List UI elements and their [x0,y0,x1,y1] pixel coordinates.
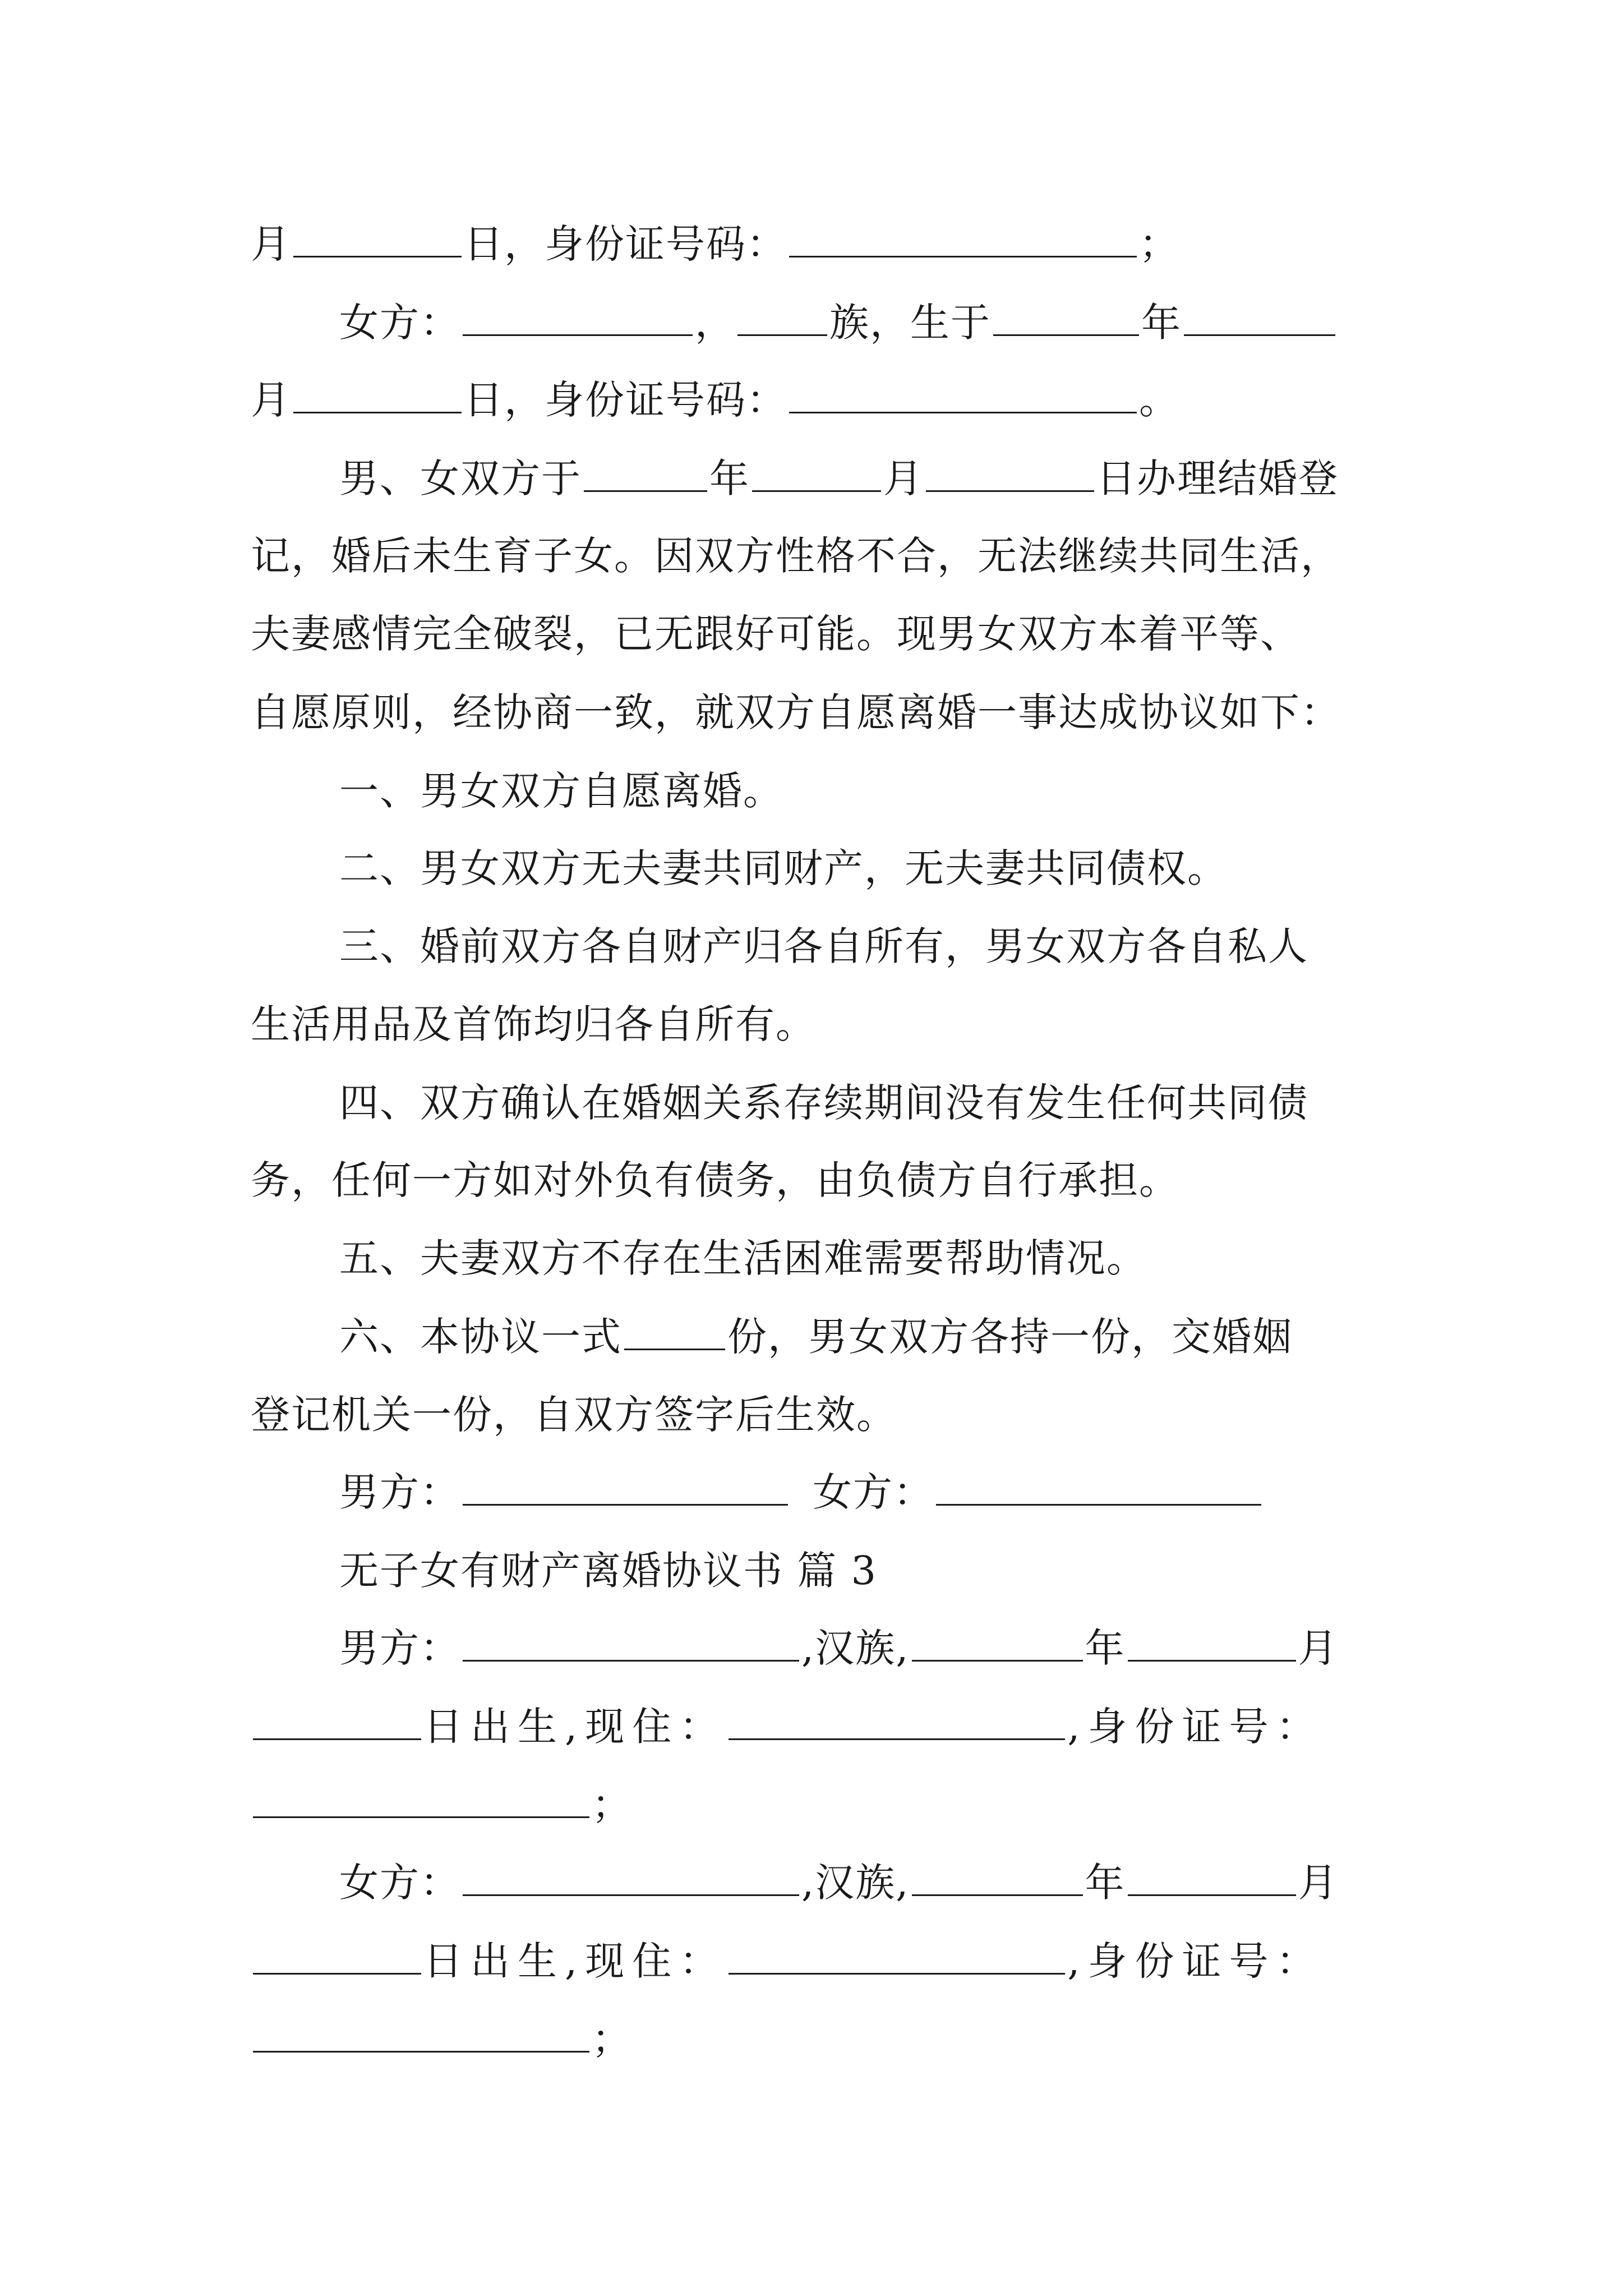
text-segment: 月 [1298,1860,1339,1906]
fill-in-blank [752,451,881,492]
text-segment: 男方： [339,1469,460,1515]
fill-in-blank [912,1621,1083,1662]
text-line [251,1760,1384,1849]
text-segment: ,汉族, [801,1625,910,1671]
fill-in-blank [737,295,827,336]
text-segment: 月 [883,455,924,501]
text-segment: ； [592,2016,632,2062]
text-segment: 男、女双方于 [339,455,582,501]
text-segment: ； [1139,221,1179,267]
text-segment: 月 [251,221,291,267]
text-segment: ,身份证号： [1067,1704,1324,1750]
text-segment: 日，身份证号码： [464,377,787,423]
clause-5: 五、夫妻双方不存在生活困难需要帮助情况。 [339,1235,1147,1281]
text-line [339,1838,1384,1927]
section-heading: 无子女有财产离婚协议书 篇 3 [339,1548,878,1594]
clause-3: 三、婚前双方各自财产归各自所有，男女双方各自私人 [339,923,1308,969]
clause-6 [339,1292,1384,1382]
fill-in-blank [624,1309,725,1350]
text-segment: 族，生于 [829,300,991,346]
fill-in-blank [789,372,1137,413]
text-segment: 男方： [339,1625,460,1671]
text-line [251,1916,1384,2006]
fill-in-blank [463,1855,799,1896]
text-line [339,278,1384,367]
text-segment: ,身份证号： [1067,1938,1324,1984]
fill-in-blank [253,1934,421,1975]
text-segment: ， [695,300,735,346]
text-segment: 年 [709,455,750,501]
text-segment: 年 [1085,1860,1126,1906]
text-line: 务，任何一方如对外负有债务，由负债方自行承担。 [251,1157,1179,1203]
fill-in-blank [789,217,1137,257]
signature-blank [463,1465,788,1506]
text-segment: ,汉族, [801,1860,910,1906]
fill-in-blank [463,1621,799,1662]
fill-in-blank [1128,1621,1296,1662]
text-segment: 月 [251,377,291,423]
text-line: 记，婚后未生育子女。因双方性格不合，无法继续共同生活， [251,533,1341,579]
text-segment: 月 [1298,1625,1339,1671]
fill-in-blank [253,1699,421,1740]
text-line: 自愿原则，经协商一致，就双方自愿离婚一事达成协议如下： [251,689,1341,735]
fill-in-blank [1184,295,1335,336]
text-segment: 女方： [339,1860,460,1906]
text-segment: 六、本协议一式 [339,1314,622,1360]
clause-1: 一、男女双方自愿离婚。 [339,768,783,814]
fill-in-blank [253,1777,589,1818]
fill-in-blank [293,372,462,413]
clause-2: 二、男女双方无夫妻共同财产，无夫妻共同债权。 [339,845,1228,891]
fill-in-blank [912,1855,1083,1896]
text-segment: 日出生,现住： [423,1938,727,1984]
text-line: 夫妻感情完全破裂，已无跟好可能。现男女双方本着平等、 [251,611,1301,657]
clause-4: 四、双方确认在婚姻关系存续期间没有发生任何共同债 [339,1080,1308,1126]
fill-in-blank [1128,1855,1296,1896]
text-segment: 女方： [339,300,460,346]
text-segment: 年 [1085,1625,1126,1671]
text-line [251,199,1384,289]
text-line [251,355,1384,445]
text-segment: 日办理结婚登 [1096,455,1339,501]
text-line [251,1994,1384,2084]
signature-blank [936,1465,1261,1506]
text-line [339,1603,1384,1693]
fill-in-blank [463,295,693,336]
fill-in-blank [584,451,707,492]
fill-in-blank [253,2012,589,2053]
text-line [251,1682,1384,1772]
signature-line [339,1447,1384,1537]
text-segment: 份，男女双方各持一份，交婚姻 [727,1314,1293,1360]
text-line [339,434,1384,523]
text-line: 登记机关一份，自双方签字后生效。 [251,1392,897,1438]
fill-in-blank [728,1934,1065,1975]
fill-in-blank [926,451,1094,492]
text-segment: 日，身份证号码： [464,221,787,267]
text-line: 生活用品及首饰均归各自所有。 [251,1001,816,1047]
fill-in-blank [728,1699,1065,1740]
text-segment: 女方： [813,1469,934,1515]
text-segment: 。 [1139,377,1179,423]
text-segment: 年 [1141,300,1182,346]
text-segment: ； [592,1782,632,1828]
fill-in-blank [993,295,1139,336]
text-segment: 日出生,现住： [423,1704,727,1750]
fill-in-blank [293,217,462,257]
